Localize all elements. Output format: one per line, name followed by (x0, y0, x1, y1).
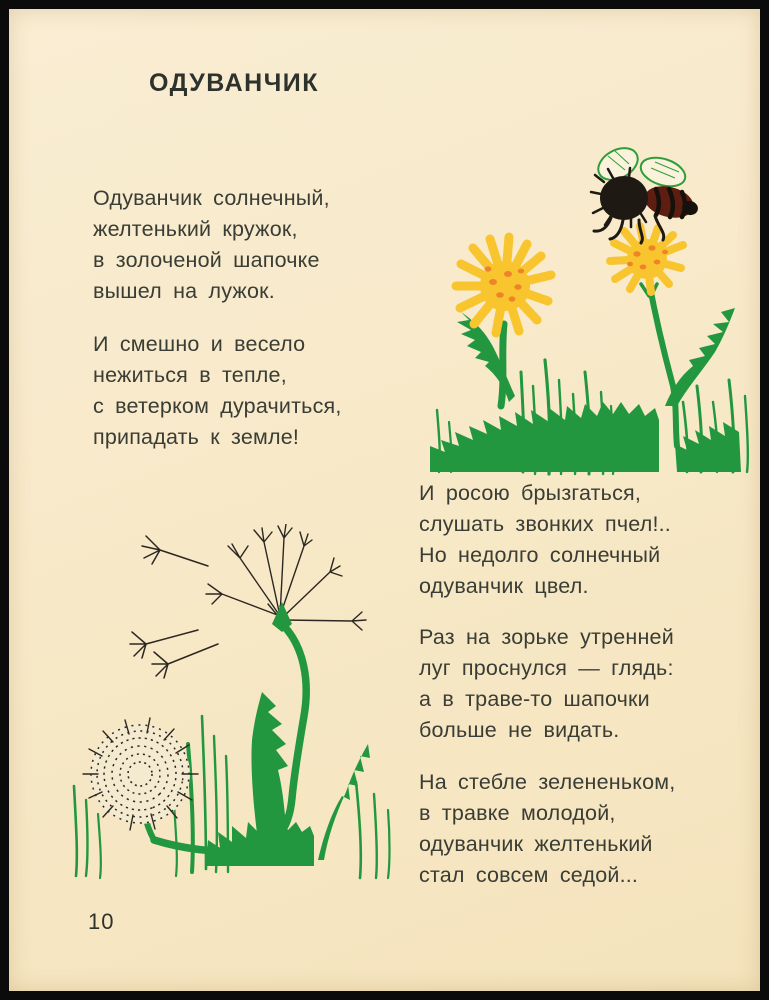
poem-line: припадать к земле! (93, 425, 300, 449)
poem-line: Одуванчик солнечный, (93, 186, 330, 210)
poem-line: с ветерком дурачиться, (93, 394, 342, 418)
poem-line: больше не видать. (419, 718, 620, 742)
page-number: 10 (88, 909, 115, 934)
bee-icon (591, 142, 699, 243)
flying-seeds-icon (130, 536, 218, 678)
poem-line: в травке молодой, (419, 801, 616, 825)
stanza-5 (419, 767, 675, 891)
dandelion-flower-left-icon (456, 237, 551, 333)
poem-line: одуванчик желтенький (419, 832, 653, 856)
poem-line: одуванчик цвел. (419, 574, 589, 598)
stanza-3 (419, 478, 671, 602)
poem-line: слушать звонких пчел!.. (419, 512, 671, 536)
poem-line: стал совсем седой... (419, 863, 639, 887)
poem-line: а в траве-то шапочки (419, 687, 650, 711)
dandelion-clock-icon (56, 524, 404, 892)
poem-line: Но недолго солнечный (419, 543, 661, 567)
stanza-2 (93, 329, 342, 453)
page-title: ОДУВАНЧИК (149, 69, 319, 97)
poem-line: И росою брызгаться, (419, 481, 642, 505)
poem-line: Раз на зорьке утренней (419, 625, 674, 649)
dandelion-flowers-icon (425, 134, 757, 476)
poem-line: луг проснулся — глядь: (419, 656, 674, 680)
fluffy-seed-head-icon (72, 706, 208, 842)
poem-line: вышел на лужок. (93, 279, 275, 303)
poem-line: На стебле зелененьком, (419, 770, 676, 794)
stanza-1 (93, 183, 330, 307)
dandelion-flower-right-icon (610, 226, 683, 292)
poem-line: в золоченой шапочке (93, 248, 320, 272)
dandelion-clock-illustration (56, 524, 404, 892)
poem-line: желтенький кружок, (93, 217, 298, 241)
stanza-4 (419, 622, 674, 746)
poem-line: И смешно и весело (93, 332, 306, 356)
bee-and-dandelions-illustration (425, 134, 757, 476)
poem-line: нежиться в тепле, (93, 363, 287, 387)
